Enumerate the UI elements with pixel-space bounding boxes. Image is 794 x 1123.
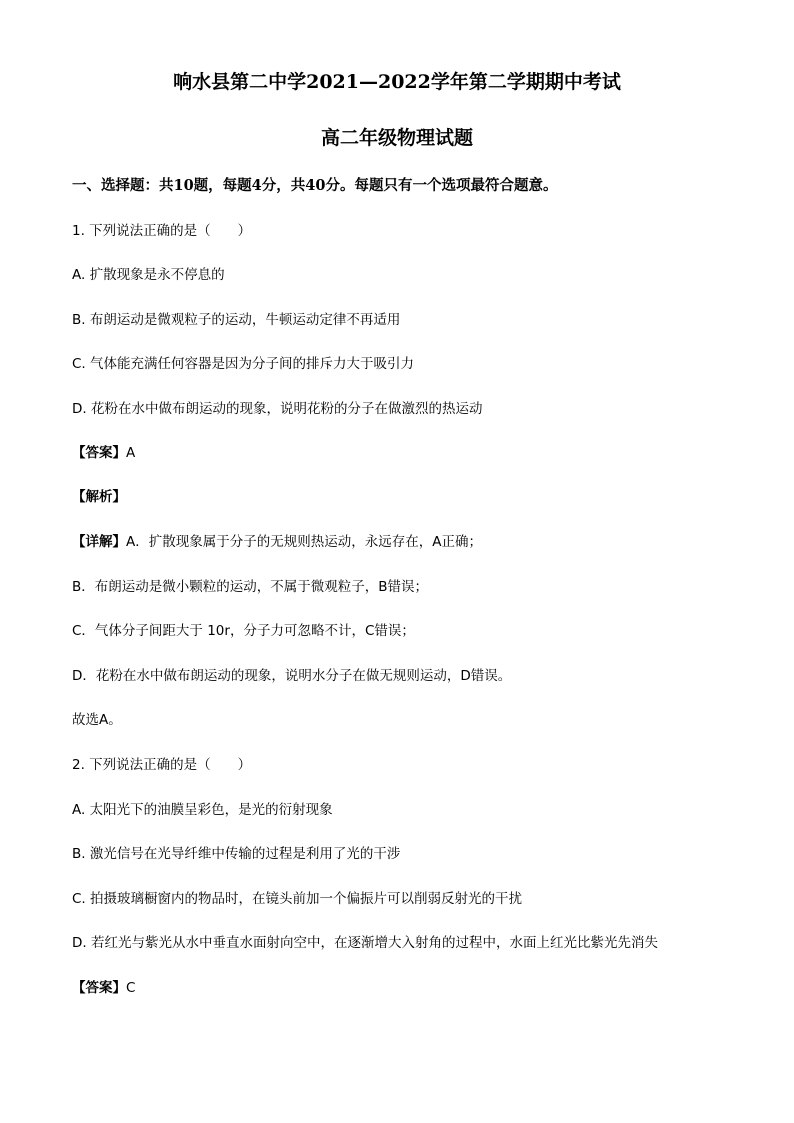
- question-1-option-b: B. 布朗运动是微观粒子的运动，牛顿运动定律不再适用: [72, 312, 401, 328]
- question-1-stem: 1. 下列说法正确的是（ ）: [72, 223, 252, 239]
- question-1-option-d: D. 花粉在水中做布朗运动的现象，说明花粉的分子在做激烈的热运动: [72, 401, 483, 417]
- question-2-option-d: D. 若红光与紫光从水中垂直水面射向空中，在逐渐增大入射角的过程中，水面上红光比紫光先消失: [72, 935, 658, 951]
- question-1-detail-c: C．气体分子间距大于 10r，分子力可忽略不计，C错误；: [72, 623, 415, 639]
- question-1-analysis-tag: 【解析】: [72, 489, 126, 505]
- detail-text: A．扩散现象属于分子的无规则热运动，永远存在，A正确；: [126, 534, 482, 550]
- question-2-stem: 2. 下列说法正确的是（ ）: [72, 757, 252, 773]
- question-1-option-a: A. 扩散现象是永不停息的: [72, 267, 225, 283]
- answer-tag: 【答案】: [72, 445, 126, 461]
- question-1-detail-d: D．花粉在水中做布朗运动的现象，说明水分子在做无规则运动，D错误。: [72, 668, 512, 684]
- answer-value: A: [126, 445, 136, 461]
- question-1-option-c: C. 气体能充满任何容器是因为分子间的排斥力大于吸引力: [72, 356, 415, 372]
- section-heading: 一、选择题：共10题，每题4分，共40分。每题只有一个选项最符合题意。: [72, 177, 558, 194]
- question-2-option-b: B. 激光信号在光导纤维中传输的过程是利用了光的干涉: [72, 846, 401, 862]
- question-2-option-c: C. 拍摄玻璃橱窗内的物品时，在镜头前加一个偏振片可以削弱反射光的干扰: [72, 891, 523, 907]
- question-1-conclusion: 故选A。: [72, 712, 122, 728]
- exam-title: 响水县第二中学2021—2022学年第二学期期中考试: [173, 71, 621, 93]
- question-1-answer: [72, 443, 135, 463]
- answer-value: C: [126, 980, 136, 996]
- answer-tag: 【答案】: [72, 980, 126, 996]
- exam-subtitle: 高二年级物理试题: [320, 127, 473, 149]
- question-1-detail-b: B．布朗运动是微小颗粒的运动，不属于微观粒子，B错误；: [72, 579, 429, 595]
- detail-tag: 【详解】: [72, 534, 126, 550]
- question-2-option-a: A. 太阳光下的油膜呈彩色，是光的衍射现象: [72, 802, 333, 818]
- question-1-detail-a: [72, 532, 482, 552]
- question-2-answer: [72, 978, 135, 998]
